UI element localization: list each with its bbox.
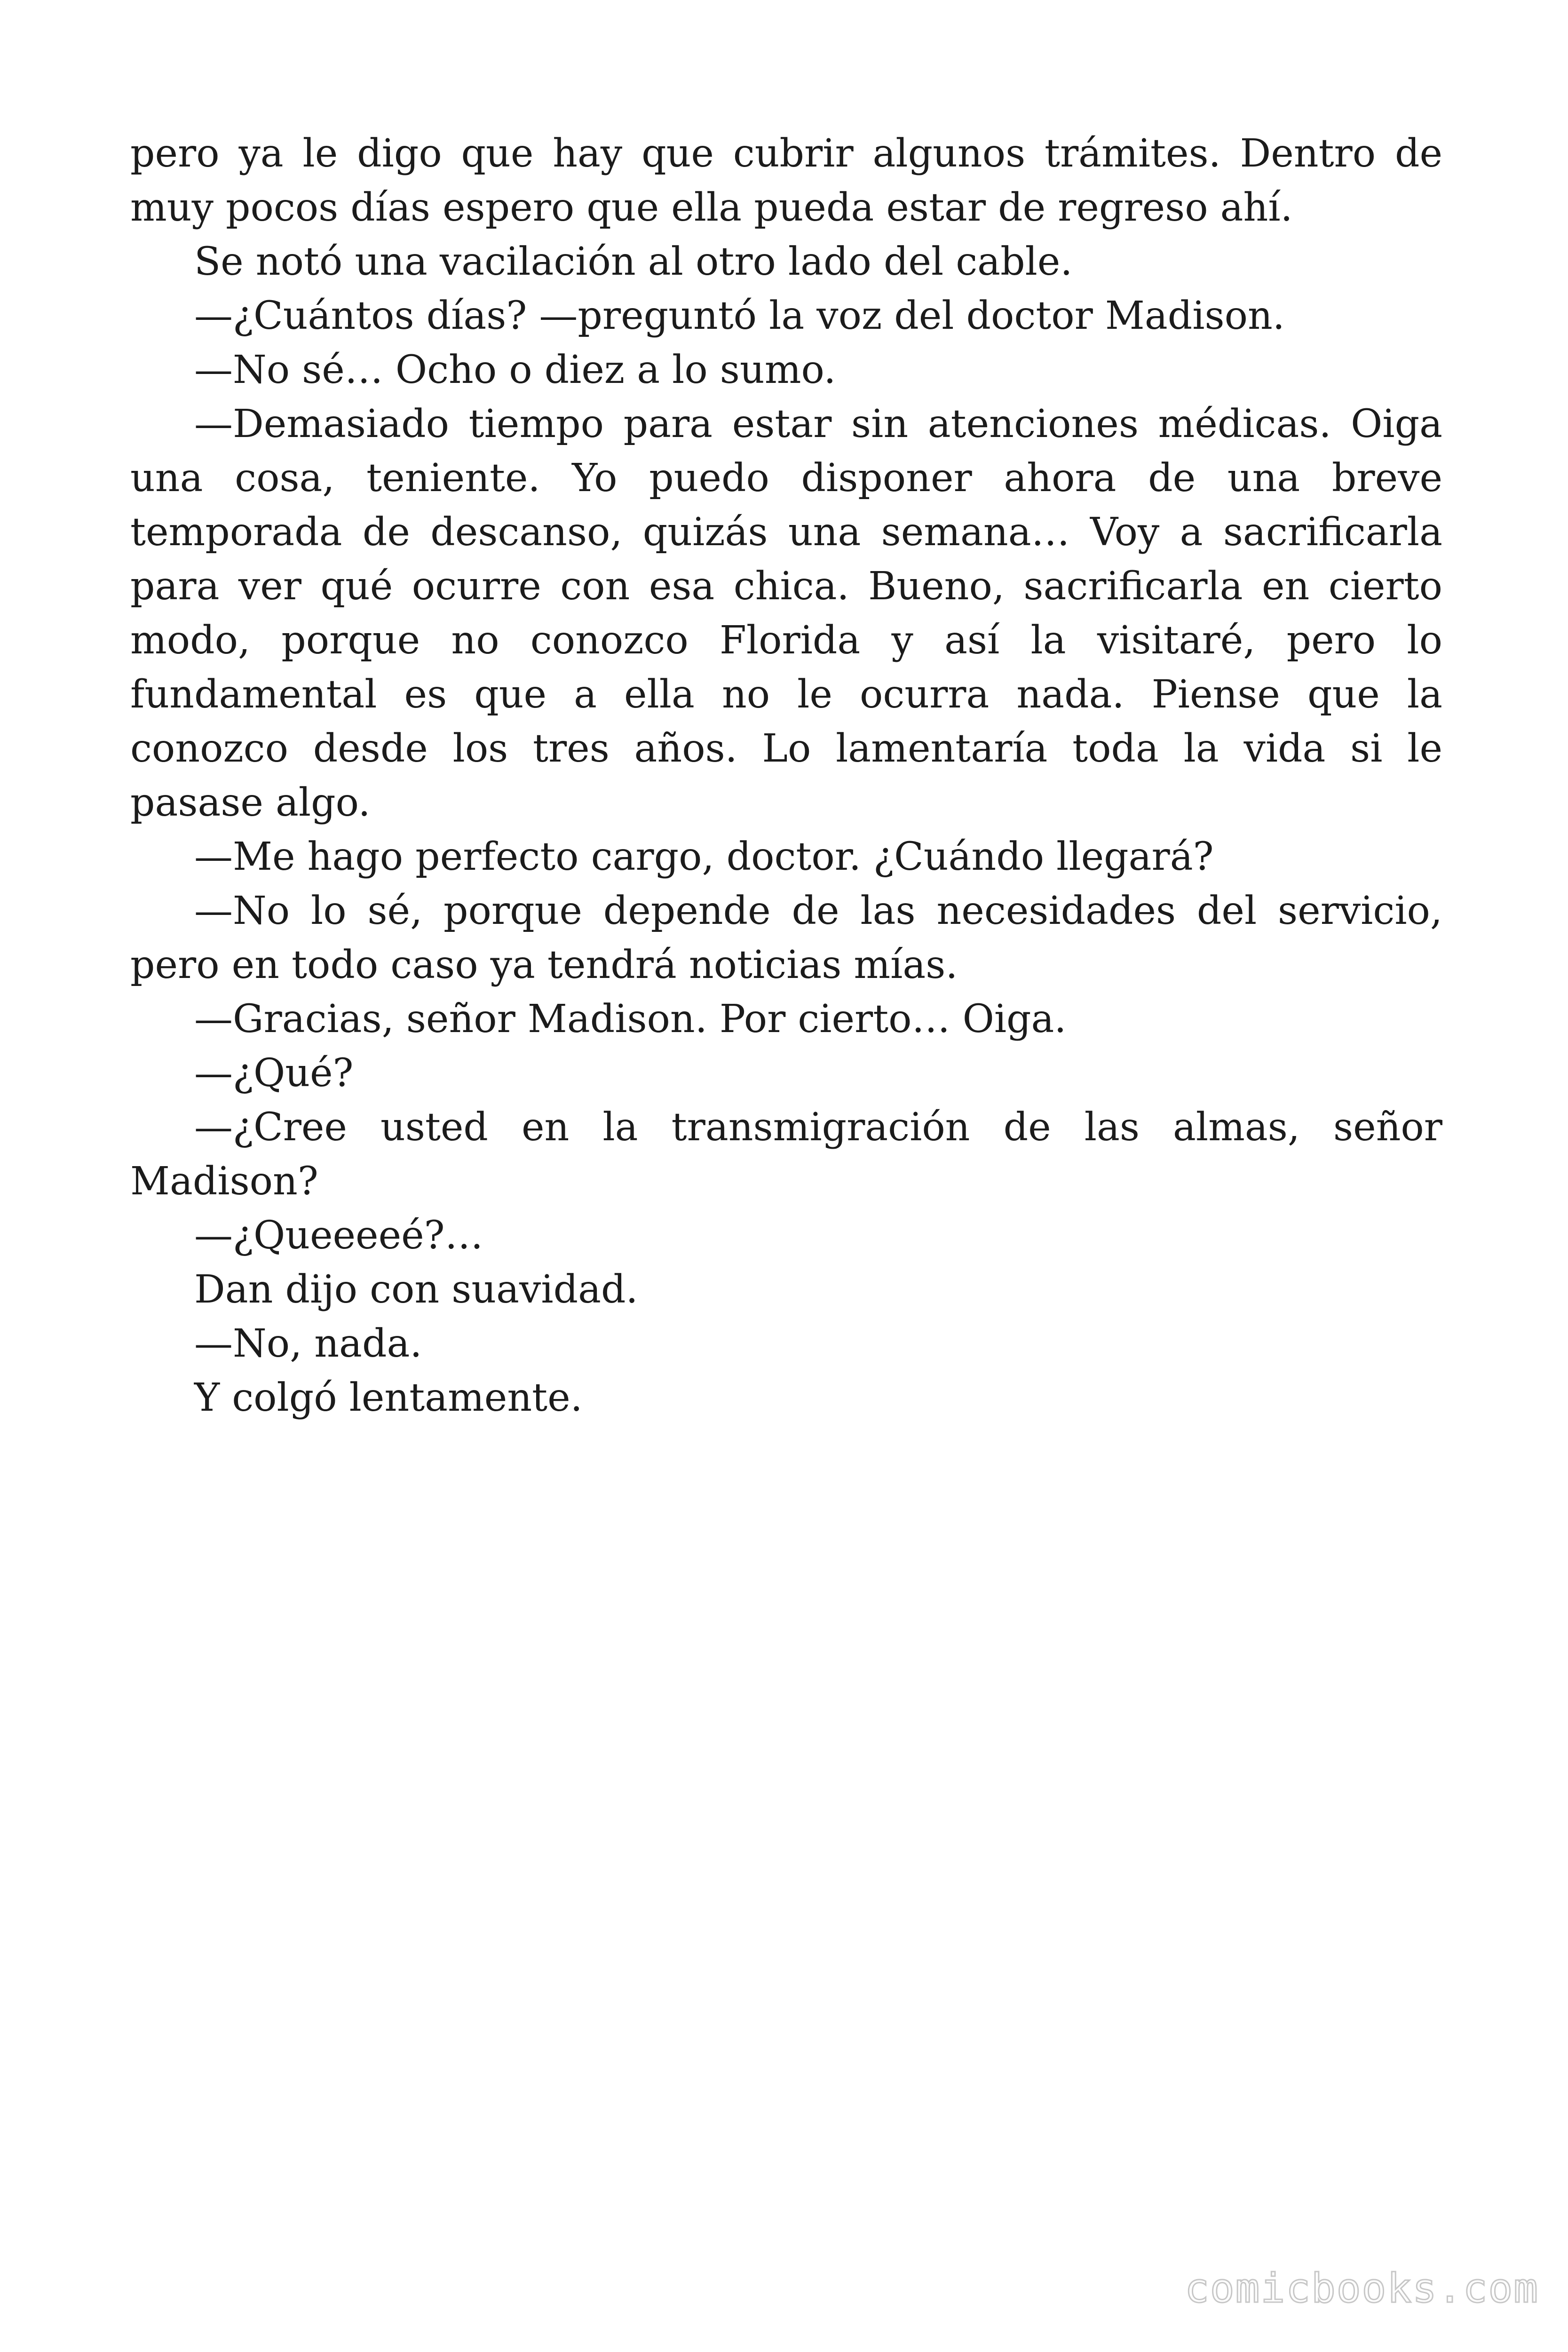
paragraph: —No, nada. bbox=[194, 1321, 422, 1366]
paragraph: —¿Qué? bbox=[194, 1051, 354, 1096]
paragraph: —Gracias, señor Madison. Por cierto… Oiga. bbox=[194, 997, 1067, 1041]
paragraph: —No sé… Ocho o diez a lo sumo. bbox=[194, 348, 836, 392]
paragraph: Se notó una vacilación al otro lado del cable. bbox=[194, 239, 1073, 284]
paragraph: pero ya le digo que hay que cubrir algunos trámites. Dentro de muy pocos días espero que ella pueda estar de regreso ahí. bbox=[130, 131, 1442, 230]
paragraph: Dan dijo con suavidad. bbox=[194, 1267, 638, 1312]
paragraph: —¿Cuántos días? —preguntó la voz del doctor Madison. bbox=[194, 294, 1285, 338]
paragraph: —Demasiado tiempo para estar sin atenciones médicas. Oiga una cosa, teniente. Yo puedo disponer ahora de una breve temporada de descanso, quizás una semana… Voy a sacrificarla para ver qué ocurre con esa chica. Bueno, sacrificarla en cierto modo, porque no conozco Florida y así la visitaré, pero lo fundamental es que a ella no le ocurra nada. Piense que la conozco desde los tres años. Lo lamentaría toda la vida si le pasase algo. bbox=[130, 402, 1442, 825]
paragraph: —No lo sé, porque depende de las necesidades del servicio, pero en todo caso ya tendrá noticias mías. bbox=[130, 889, 1442, 987]
page-text bbox=[130, 127, 1442, 1425]
paragraph: —Me hago perfecto cargo, doctor. ¿Cuándo llegará? bbox=[194, 834, 1214, 879]
paragraph: —¿Queeeeé?… bbox=[194, 1213, 483, 1258]
watermark: comicbooks.com bbox=[1185, 2265, 1539, 2312]
paragraph: —¿Cree usted en la transmigración de las almas, señor Madison? bbox=[130, 1105, 1442, 1204]
paragraph: Y colgó lentamente. bbox=[194, 1375, 583, 1420]
